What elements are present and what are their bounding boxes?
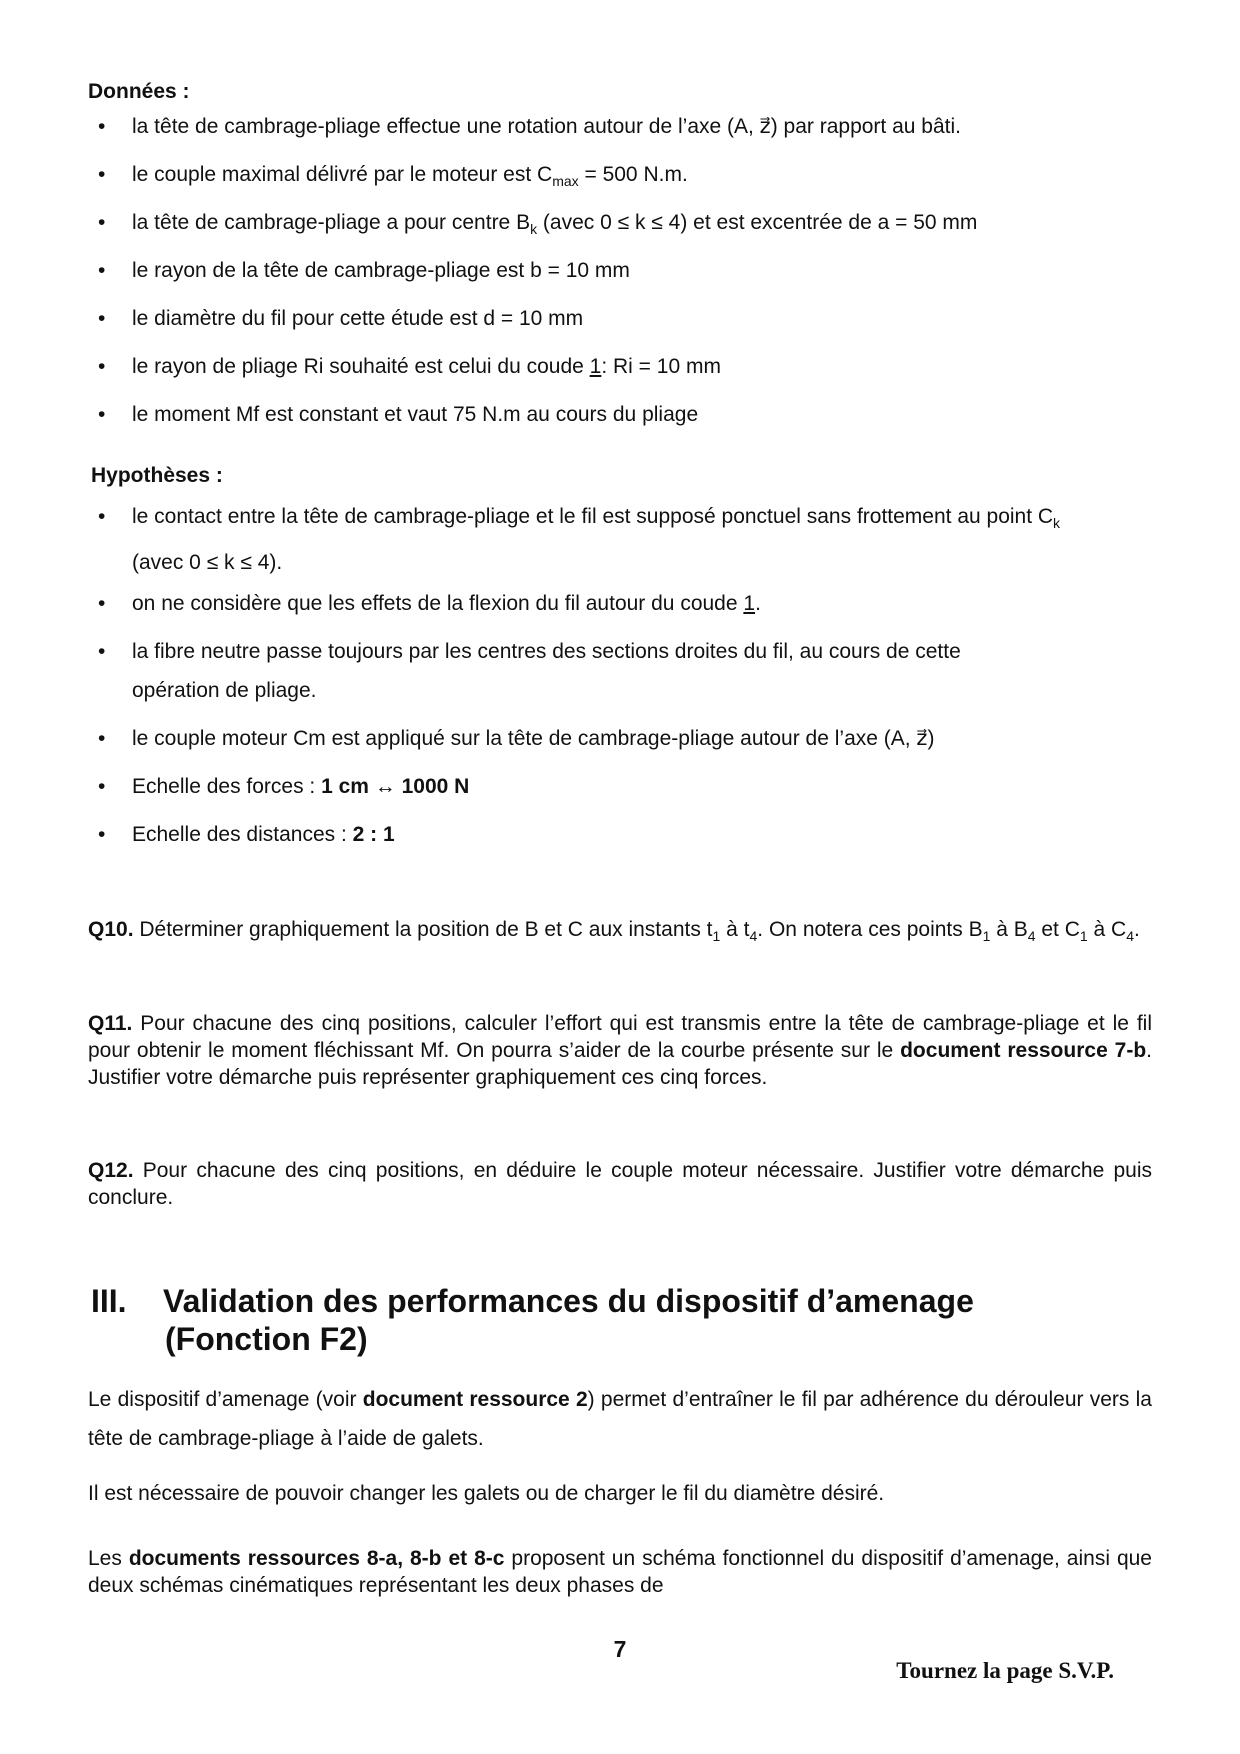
bullet-icon: • xyxy=(98,163,106,186)
bullet-icon: • xyxy=(98,355,106,378)
list-item: • la tête de cambrage-pliage effectue une rotation autour de l’axe (A, z⃗) par rapport au bâti. xyxy=(88,107,1120,146)
list-item: • le moment Mf est constant et vaut 75 N.m au cours du pliage xyxy=(88,395,1120,434)
paragraph-amenage-intro: Le dispositif d’amenage (voir document ressource 2) permet d’entraîner le fil par adhérence du dérouleur vers la tête de cambrage-pliage à l’aide de galets. xyxy=(88,1388,1152,1450)
question-q10: Q10. Déterminer graphiquement la position de B et C aux instants $t_1$ à $t_4$. On notera ces points $B_1$ à $B_4$ et $C_1$ à $C_4$. xyxy=(88,918,1140,945)
list-item: • le couple moteur Cm est appliqué sur la tête de cambrage-pliage autour de l’axe (A, z⃗) xyxy=(88,719,1120,758)
section-number: III. xyxy=(91,1283,127,1319)
list-item: • on ne considère que les effets de la flexion du fil autour du coude 1. xyxy=(88,584,1120,623)
list-item: • le contact entre la tête de cambrage-pliage et le fil est supposé ponctuel sans frottement au point $C_k$ (avec 0 ≤ k ≤ 4). xyxy=(88,497,1120,582)
list-item: • la fibre neutre passe toujours par les centres des sections droites du fil, au cours de cette opération de pliage. xyxy=(88,632,1120,710)
hypotheses-section xyxy=(91,464,223,488)
list-item: • le rayon de la tête de cambrage-pliage est b = 10 mm xyxy=(88,251,1120,290)
bullet-icon: • xyxy=(98,727,106,750)
page-number: 7 xyxy=(613,1636,627,1662)
bullet-icon: • xyxy=(98,640,106,663)
paragraph-galets: Il est nécessaire de pouvoir changer les galets ou de charger le fil du diamètre désiré. xyxy=(88,1482,885,1505)
donnees-heading: Données : xyxy=(88,80,190,103)
question-q11: Q11. Pour chacune des cinq positions, calculer l’effort qui est transmis entre la tête de cambrage-pliage et le fil pour obtenir le moment fléchissant Mf. On pourra s’aider de la courbe présente sur le document ressource 7-b. Justifier votre démarche puis représenter graphiquement ces cinq forces. xyxy=(88,1012,1152,1089)
turn-page-note: Tournez la page S.V.P. xyxy=(896,1658,1114,1683)
list-item: • Echelle des forces : 1 cm ↔ 1000 N xyxy=(88,767,1120,806)
bullet-icon: • xyxy=(98,403,106,426)
bullet-icon: • xyxy=(98,307,106,330)
donnees-section xyxy=(88,80,190,104)
bullet-icon: • xyxy=(98,505,106,528)
bullet-icon: • xyxy=(98,211,106,234)
list-item: • la tête de cambrage-pliage a pour centre $B_k$ (avec 0 ≤ k ≤ 4) et est excentrée de a = 50 mm xyxy=(88,203,1120,249)
list-item: • Echelle des distances : 2 : 1 xyxy=(88,815,1120,854)
bullet-icon: • xyxy=(98,115,106,138)
question-q12: Q12. Pour chacune des cinq positions, en déduire le couple moteur nécessaire. Justifier votre démarche puis conclure. xyxy=(88,1159,1152,1209)
list-item: • le diamètre du fil pour cette étude est d = 10 mm xyxy=(88,299,1120,338)
section-title-line1: Validation des performances du dispositif d’amenage xyxy=(163,1283,974,1319)
bullet-icon: • xyxy=(98,592,106,615)
section-title xyxy=(91,1282,974,1358)
list-item: • le couple maximal délivré par le moteur est $C_{max} = 500$ N.m. xyxy=(88,155,1120,201)
bullet-icon: • xyxy=(98,775,106,798)
bullet-icon: • xyxy=(98,823,106,846)
section-title-line2: (Fonction F2) xyxy=(165,1321,368,1357)
bullet-icon: • xyxy=(98,259,106,282)
list-item: • le rayon de pliage Ri souhaité est celui du coude 1: Ri = 10 mm xyxy=(88,347,1120,386)
paragraph-documents: Les documents ressources 8-a, 8-b et 8-c proposent un schéma fonctionnel du dispositif d’amenage, ainsi que deux schémas cinématiques représentant les deux phases de xyxy=(88,1547,1152,1597)
hypotheses-heading: Hypothèses : xyxy=(91,464,223,487)
